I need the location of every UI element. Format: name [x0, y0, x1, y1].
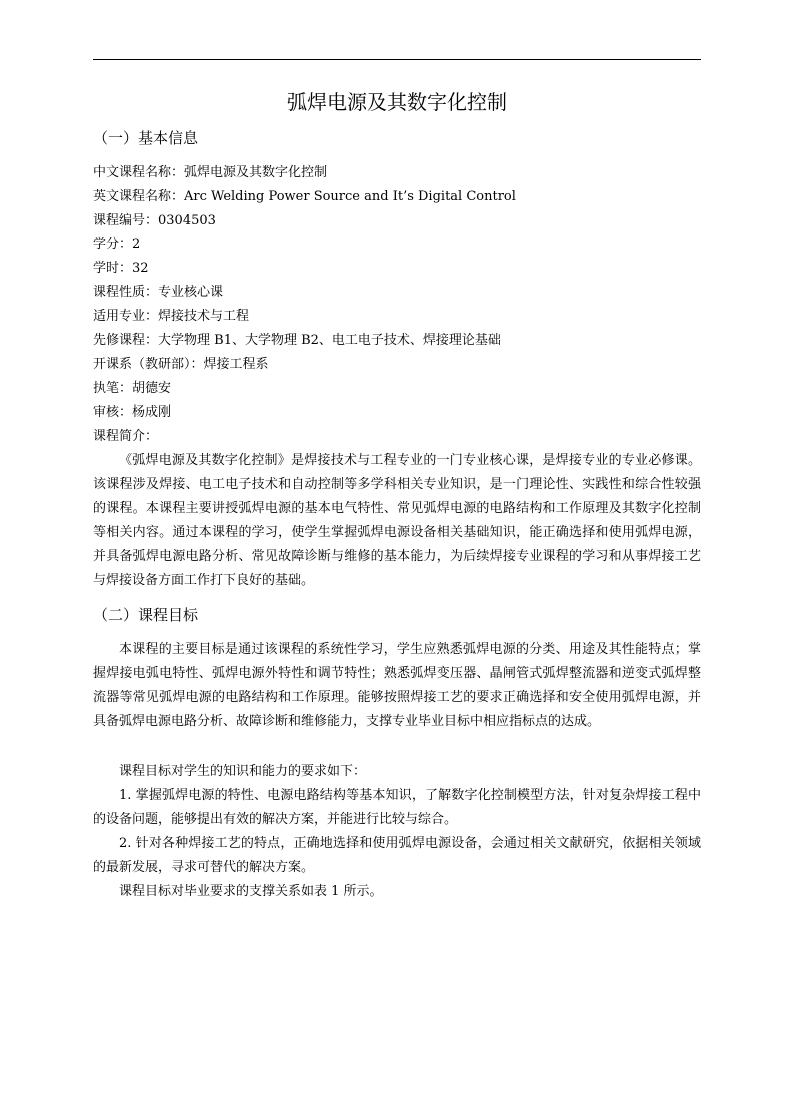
info-row-author [93, 377, 701, 401]
info-label: 中文课程名称： [93, 165, 185, 180]
info-value: 0304503 [158, 213, 216, 228]
requirements-intro: 课程目标对学生的知识和能力的要求如下： [119, 764, 367, 779]
info-label: 先修课程： [93, 333, 159, 348]
info-value: 2 [132, 237, 141, 252]
info-row-course-type [93, 281, 701, 305]
info-label: 课程编号： [93, 213, 159, 228]
info-value: 杨成刚 [132, 405, 172, 420]
info-label: 课程简介： [93, 429, 159, 444]
course-intro-paragraph: 《弧焊电源及其数字化控制》是焊接技术与工程专业的一门专业核心课，是焊接专业的专业必修课。该课程涉及焊接、电工电子技术和自动控制等多学科相关专业知识，是一门理论性、实践性和综合性较强的课程。本课程主要讲授弧焊电源的基本电气特性、常见弧焊电源的电路结构和工作原理及其数字化控制等相关内容。通过本课程的学习，使学生掌握弧焊电源设备相关基础知识，能正确选择和使用弧焊电源，并具备弧焊电源电路分析、常见故障诊断与维修的基本能力，为后续焊接专业课程的学习和从事焊接工艺与焊接设备方面工作打下良好的基础。 [93, 453, 701, 588]
info-row-prerequisites [93, 329, 701, 353]
info-label: 开课系（教研部）： [93, 357, 204, 372]
section-heading-course-objectives: （二）课程目标 [93, 606, 199, 624]
info-row-course-code [93, 209, 701, 233]
info-label: 学时： [93, 261, 133, 276]
info-value: 焊接技术与工程 [158, 309, 250, 324]
info-row-reviewer [93, 401, 701, 425]
info-value: 胡德安 [132, 381, 172, 396]
objective-item-1: 1. 掌握弧焊电源的特性、电源电路结构等基本知识，了解数字化控制模型方法，针对复杂焊接工程中的设备问题，能够提出有效的解决方案，并能进行比较与综合。 [93, 788, 701, 827]
info-value: 专业核心课 [158, 285, 224, 300]
info-row-intro-label [93, 425, 701, 449]
info-row-department [93, 353, 701, 377]
info-row-chinese-name [93, 161, 701, 185]
info-value: Arc Welding Power Source and It’s Digital Control [184, 189, 516, 204]
info-value: 弧焊电源及其数字化控制 [184, 165, 328, 180]
info-label: 适用专业： [93, 309, 159, 324]
info-label: 执笔： [93, 381, 133, 396]
objective-item-2: 2. 针对各种焊接工艺的特点，正确地选择和使用弧焊电源设备，会通过相关文献研究，依据相关领域的最新发展，寻求可替代的解决方案。 [93, 836, 701, 875]
info-row-english-name [93, 185, 701, 209]
basic-info-list [93, 161, 701, 449]
info-label: 英文课程名称： [93, 189, 185, 204]
info-label: 学分： [93, 237, 133, 252]
document-title: 弧焊电源及其数字化控制 [287, 90, 507, 114]
info-value: 32 [132, 261, 149, 276]
section-heading-basic-info: （一）基本信息 [93, 129, 199, 147]
table-reference-line: 课程目标对毕业要求的支撑关系如表 1 所示。 [119, 884, 383, 899]
info-row-major [93, 305, 701, 329]
info-value: 大学物理 B1、大学物理 B2、电工电子技术、焊接理论基础 [158, 333, 501, 348]
info-value: 焊接工程系 [203, 357, 269, 372]
info-label: 课程性质： [93, 285, 159, 300]
info-label: 审核： [93, 405, 133, 420]
objectives-paragraph: 本课程的主要目标是通过该课程的系统性学习，学生应熟悉弧焊电源的分类、用途及其性能特点；掌握焊接电弧电特性、弧焊电源外特性和调节特性；熟悉弧焊变压器、晶闸管式弧焊整流器和逆变式弧焊整流器等常见弧焊电源的电路结构和工作原理。能够按照焊接工艺的要求正确选择和安全使用弧焊电源，并具备弧焊电源电路分析、故障诊断和维修能力，支撑专业毕业目标中相应指标点的达成。 [93, 642, 701, 729]
info-row-hours [93, 257, 701, 281]
info-row-credits [93, 233, 701, 257]
header-rule [93, 59, 701, 60]
